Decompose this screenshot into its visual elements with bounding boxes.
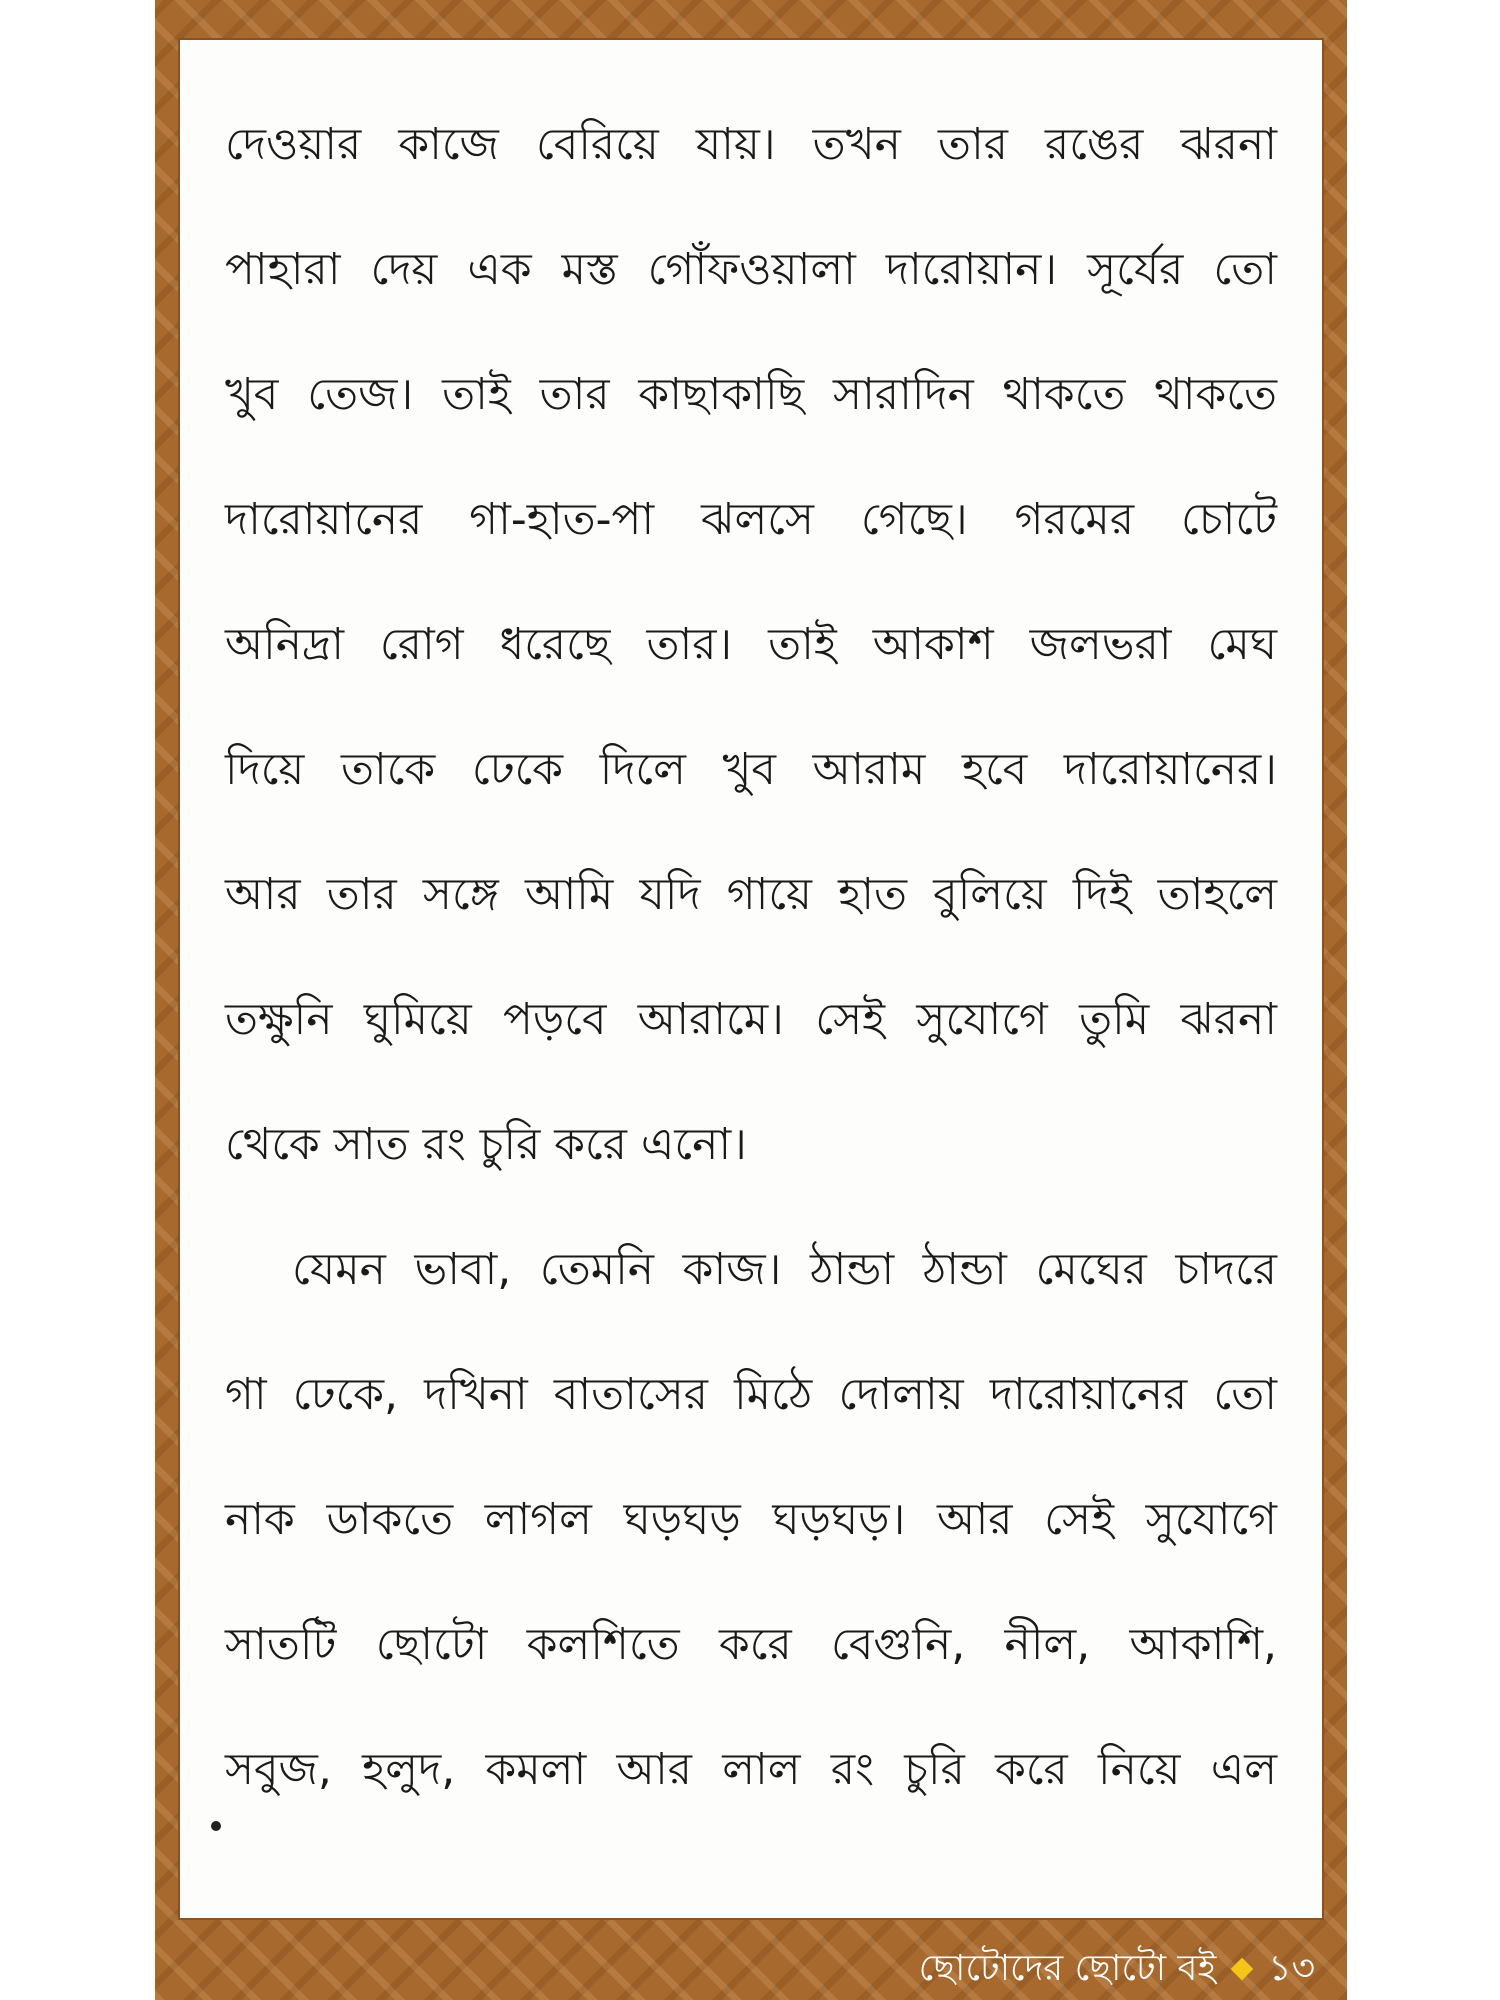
page-footer [919,1946,1315,1992]
text-line-2: পাহারা দেয় এক মস্ত গোঁফওয়ালা দারোয়ান। সূর্যের তো [225,244,1277,295]
text-panel [180,40,1322,1918]
text-line-4: দারোয়ানের গা-হাত-পা ঝলসে গেছে। গরমের চোটে [225,494,1277,545]
text-line-13: সাতটি ছোটো কলশিতে করে বেগুনি, নীল, আকাশি, [225,1619,1277,1670]
text-line-11: গা ঢেকে, দখিনা বাতাসের মিঠে দোলায় দারোয়ানের তো [225,1369,1277,1420]
text-line-6: দিয়ে তাকে ঢেকে দিলে খুব আরাম হবে দারোয়ানের। [225,744,1277,795]
text-line-8: তক্ষুনি ঘুমিয়ে পড়বে আরামে। সেই সুযোগে তুমি ঝরনা [225,994,1277,1045]
page-number: ১৩ [1268,1948,1315,1989]
diamond-icon [1231,1958,1254,1981]
text-line-3: খুব তেজ। তাই তার কাছাকাছি সারাদিন থাকতে থাকতে [225,369,1277,420]
text-line-14: সবুজ, হলুদ, কমলা আর লাল রং চুরি করে নিয়ে এল [225,1744,1277,1795]
text-line-1: দেওয়ার কাজে বেরিয়ে যায়। তখন তার রঙের ঝরনা [225,119,1277,170]
stray-dot-mark [211,1821,221,1831]
text-line-9: থেকে সাত রং চুরি করে এনো। [225,1119,747,1170]
text-line-12: নাক ডাকতে লাগল ঘড়ঘড় ঘড়ঘড়। আর সেই সুযোগে [225,1494,1277,1545]
text-line-7: আর তার সঙ্গে আমি যদি গায়ে হাত বুলিয়ে দিই তাহলে [225,869,1277,920]
text-line-5: অনিদ্রা রোগ ধরেছে তার। তাই আকাশ জলভরা মেঘ [225,619,1277,670]
book-title: ছোটোদের ছোটো বই [918,1948,1217,1989]
text-line-10: যেমন ভাবা, তেমনি কাজ। ঠান্ডা ঠান্ডা মেঘের চাদরে [292,1244,1277,1295]
